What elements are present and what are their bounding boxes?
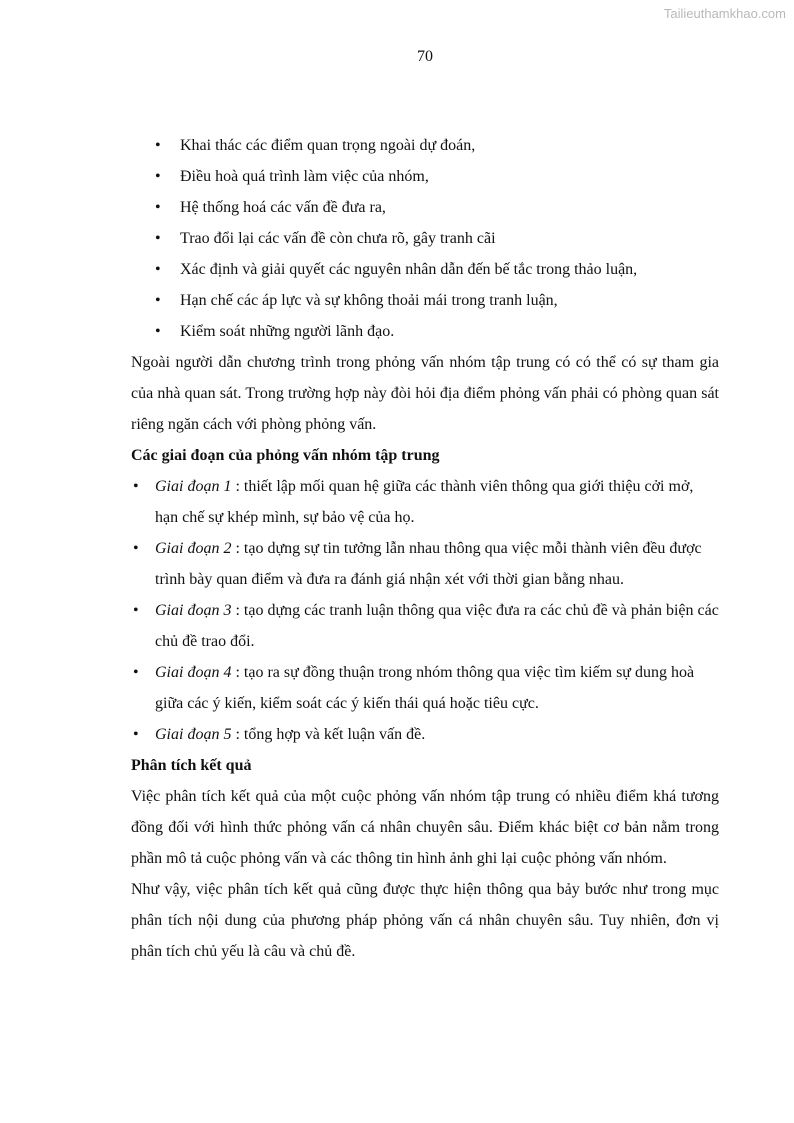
- paragraph-analysis-2: Như vậy, việc phân tích kết quả cũng được thực hiện thông qua bảy bước như trong mục phân tích nội dung của phương pháp phỏng vấn cá nhân chuyên sâu. Tuy nhiên, đơn vị phân tích chủ yếu là câu và chủ đề.: [131, 881, 719, 960]
- paragraph-observer: Ngoài người dẫn chương trình trong phỏng vấn nhóm tập trung có có thể có sự tham gia của nhà quan sát. Trong trường hợp này đòi hỏi địa điểm phỏng vấn phải có phòng quan sát riêng ngăn cách với phòng phỏng vấn.: [131, 354, 719, 433]
- watermark: Tailieuthamkhao.com: [663, 6, 786, 21]
- list-item: • Khai thác các điểm quan trọng ngoài dự đoán,: [131, 130, 719, 161]
- intro-bullet-list: [131, 130, 719, 347]
- stage-label: Giai đoạn 5: [155, 726, 232, 743]
- list-item: • Trao đổi lại các vấn đề còn chưa rõ, gây tranh cãi: [131, 223, 719, 254]
- stage-item: [131, 533, 719, 595]
- page-content: [131, 130, 719, 967]
- stages-list: [131, 471, 719, 750]
- stage-item: [131, 471, 719, 533]
- list-item: • Hệ thống hoá các vấn đề đưa ra,: [131, 192, 719, 223]
- heading-analysis: Phân tích kết quả: [131, 757, 252, 774]
- stage-text: : tổng hợp và kết luận vấn đề.: [231, 726, 426, 743]
- stage-text: : tạo dựng sự tin tưởng lẫn nhau thông qua việc mỗi thành viên đều được trình bày quan điểm và đưa ra đánh giá nhận xét với thời gian bằng nhau.: [155, 540, 702, 588]
- stage-label: Giai đoạn 3: [155, 602, 232, 619]
- stage-item: [131, 657, 719, 719]
- stage-text: : tạo ra sự đồng thuận trong nhóm thông qua việc tìm kiếm sự dung hoà giữa các ý kiến, kiểm soát các ý kiến thái quá hoặc tiêu cực.: [155, 664, 695, 712]
- stage-item: [131, 595, 719, 657]
- paragraph-analysis-1: Việc phân tích kết quả của một cuộc phỏng vấn nhóm tập trung có nhiều điểm khá tương đồng đối với hình thức phỏng vấn cá nhân chuyên sâu. Điểm khác biệt cơ bản nằm trong phần mô tả cuộc phỏng vấn và các thông tin hình ảnh ghi lại cuộc phỏng vấn nhóm.: [131, 788, 719, 867]
- stage-text: : thiết lập mối quan hệ giữa các thành viên thông qua giới thiệu cởi mở, hạn chế sự khép mình, sự bảo vệ của họ.: [155, 478, 694, 526]
- stage-item: [131, 719, 719, 750]
- list-item: • Xác định và giải quyết các nguyên nhân dẫn đến bế tắc trong thảo luận,: [131, 254, 719, 285]
- list-item: • Kiểm soát những người lãnh đạo.: [131, 316, 719, 347]
- heading-stages: Các giai đoạn của phỏng vấn nhóm tập trung: [131, 447, 440, 464]
- stage-label: Giai đoạn 1: [155, 478, 232, 495]
- stage-text: : tạo dựng các tranh luận thông qua việc đưa ra các chủ đề và phản biện các chủ đề trao đổi.: [155, 602, 719, 650]
- stage-label: Giai đoạn 2: [155, 540, 232, 557]
- stage-label: Giai đoạn 4: [155, 664, 232, 681]
- page-number: 70: [417, 48, 433, 65]
- list-item: • Hạn chế các áp lực và sự không thoải mái trong tranh luận,: [131, 285, 719, 316]
- list-item: • Điều hoà quá trình làm việc của nhóm,: [131, 161, 719, 192]
